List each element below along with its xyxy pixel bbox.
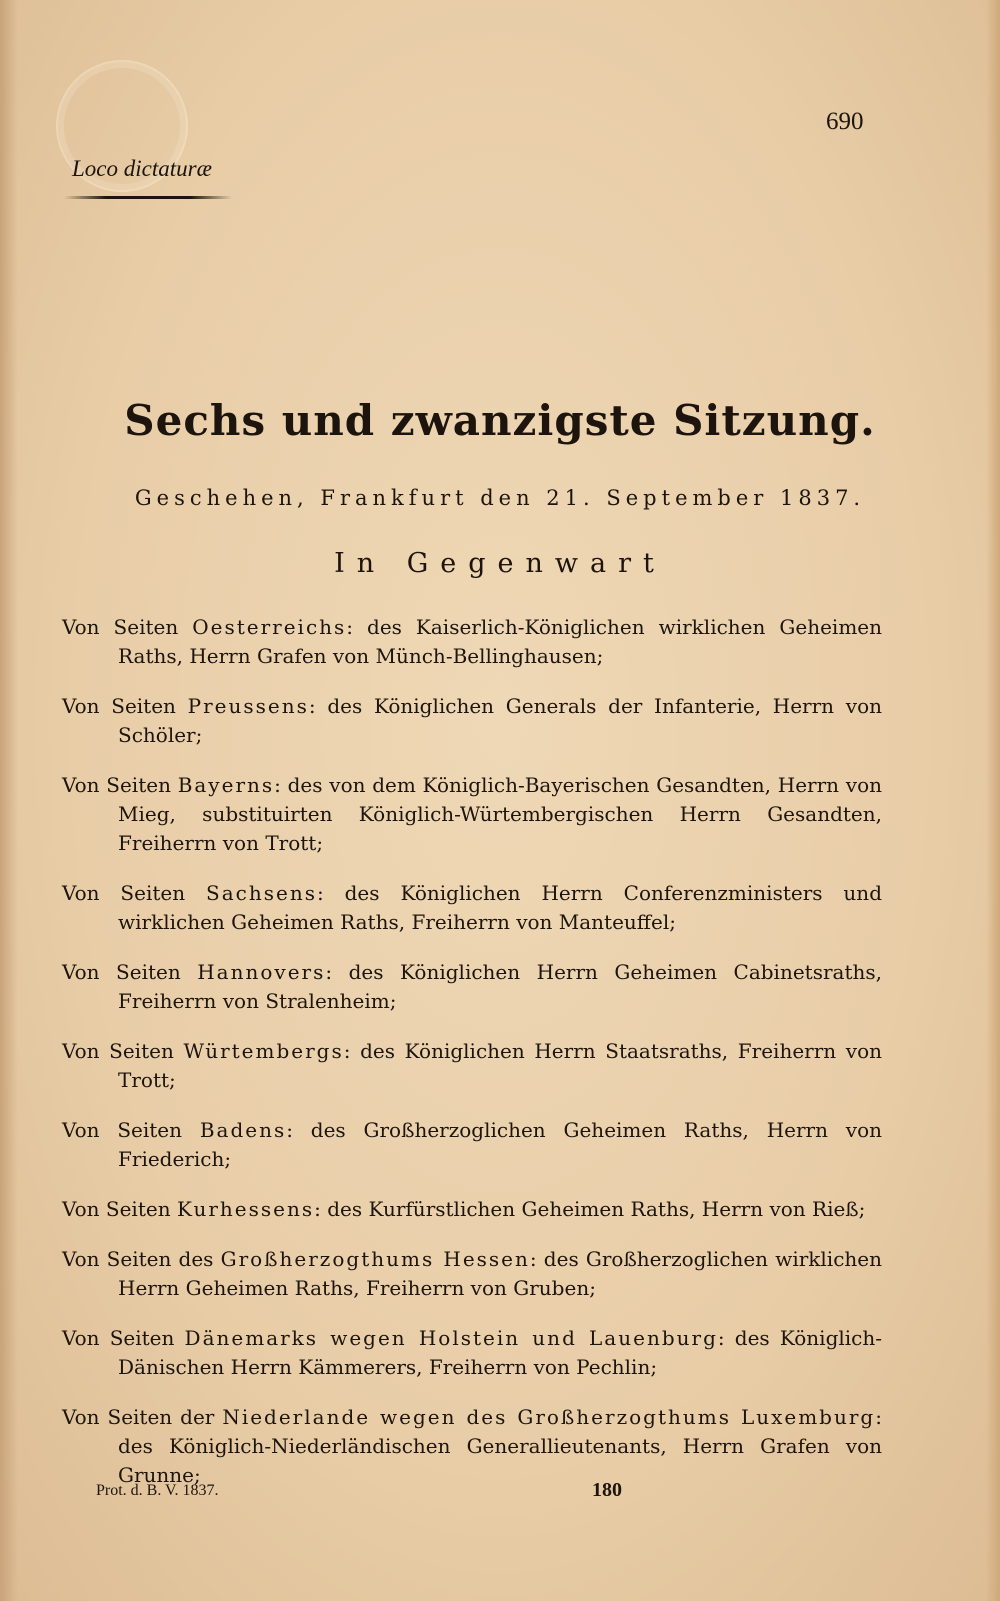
entry-text: : des Königlich-Dänischen Herrn Kämmerers, Freiherrn von Pechlin; (118, 1326, 883, 1379)
signature-mark: 180 (592, 1479, 622, 1501)
entry-state: Niederlande wegen des Großherzogthums Luxemburg (222, 1405, 876, 1429)
entry-state: Dänemarks wegen Holstein und Lauenburg (184, 1326, 718, 1350)
page-edge-right (986, 0, 1000, 1601)
margin-note-rule (64, 196, 232, 199)
page-edge-left (0, 0, 18, 1601)
attendance-entry (62, 1324, 882, 1382)
entry-text: : des Königlichen Herrn Conferenzministers und wirklichen Geheimen Raths, Freiherrn von Manteuffel; (118, 881, 882, 934)
entry-state: Badens (199, 1118, 287, 1142)
presence-heading: In Gegenwart (334, 548, 666, 579)
entry-state: Sachsens (206, 881, 317, 905)
entry-lead: Von Seiten (62, 615, 193, 639)
entry-lead: Von Seiten (62, 960, 198, 984)
entry-state: Kurhessens (176, 1197, 315, 1221)
entry-state: Würtembergs (183, 1039, 344, 1063)
entry-lead: Von Seiten (62, 1326, 185, 1350)
footer-signature-line: Prot. d. B. V. 1837. (96, 1482, 219, 1499)
entry-text: : des Kurfürstlichen Geheimen Raths, Herrn von Rieß; (314, 1197, 866, 1221)
entry-lead: Von Seiten (62, 773, 178, 797)
margin-note: Loco dictaturæ (72, 156, 212, 181)
entry-text: : des Königlichen Herrn Geheimen Cabinetsraths, Freiherrn von Stralenheim; (118, 960, 882, 1013)
attendance-entry (62, 1116, 882, 1174)
session-dateline: Geschehen, Frankfurt den 21. September 1837. (134, 486, 866, 510)
entry-lead: Von Seiten des (62, 1247, 221, 1271)
attendance-entry (62, 613, 882, 671)
entry-lead: Von Seiten der (62, 1405, 223, 1429)
entry-state: Oesterreichs (192, 615, 347, 639)
attendance-list (62, 613, 882, 1511)
entry-state: Bayerns (177, 773, 275, 797)
entry-text: : des Großherzoglichen wirklichen Herrn Geheimen Raths, Freiherrn von Gruben; (118, 1247, 882, 1300)
session-title: Sechs und zwanzigste Sitzung. (124, 396, 876, 445)
entry-state: Hannovers (197, 960, 326, 984)
entry-lead: Von Seiten (62, 1118, 200, 1142)
attendance-entry (62, 1245, 882, 1303)
attendance-entry (62, 1403, 882, 1490)
entry-lead: Von Seiten (62, 881, 207, 905)
entry-state: Großherzogthums Hessen (220, 1247, 530, 1271)
attendance-entry (62, 1037, 882, 1095)
attendance-entry (62, 958, 882, 1016)
entry-text: : des Königlichen Generals der Infanterie, Herrn von Schöler; (118, 694, 882, 747)
entry-text: : des Großherzoglichen Geheimen Raths, Herrn von Friederich; (118, 1118, 883, 1171)
entry-text: : des Kaiserlich-Königlichen wirklichen Geheimen Raths, Herrn Grafen von Münch-Bellinghausen; (118, 615, 882, 668)
attendance-entry (62, 1195, 882, 1224)
entry-lead: Von Seiten (62, 1039, 184, 1063)
attendance-entry (62, 771, 882, 858)
entry-text: : des Königlichen Herrn Staatsraths, Freiherrn von Trott; (118, 1039, 882, 1092)
attendance-entry (62, 879, 882, 937)
entry-text: : des Königlich-Niederländischen Generallieutenants, Herrn Grafen von Grunne; (118, 1405, 882, 1487)
attendance-entry (62, 692, 882, 750)
entry-state: Preussens (187, 694, 309, 718)
entry-lead: Von Seiten (62, 694, 188, 718)
entry-lead: Von Seiten (62, 1197, 177, 1221)
entry-text: : des von dem Königlich-Bayerischen Gesandten, Herrn von Mieg, substituirten Königlich-Würtembergischen Herrn Gesandten, Freiherrn von Trott; (118, 773, 882, 855)
page-number: 690 (826, 108, 864, 135)
